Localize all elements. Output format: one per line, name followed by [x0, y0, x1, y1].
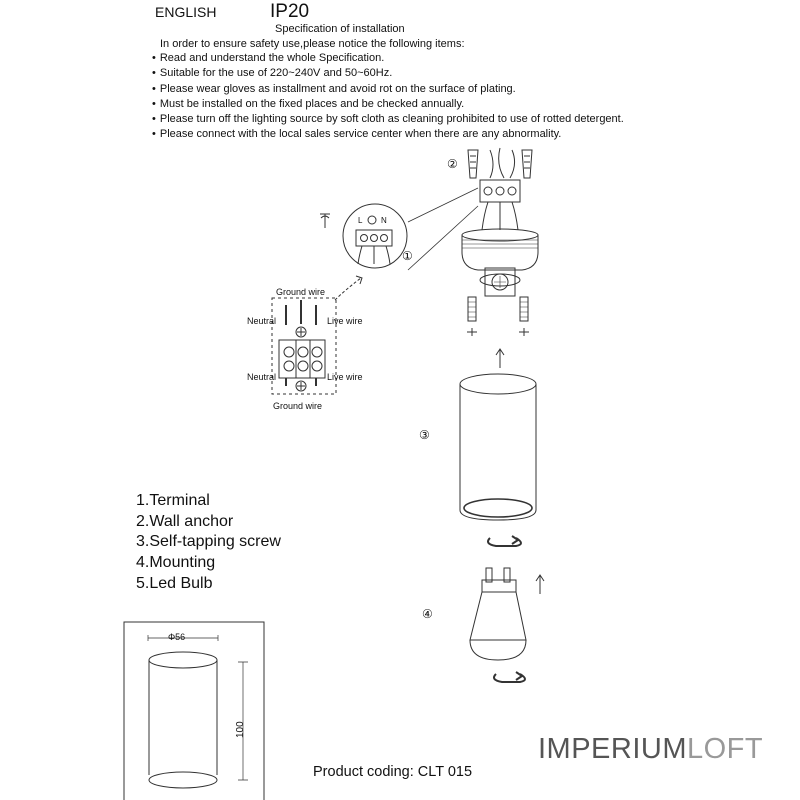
step-3-marker: ③	[419, 428, 430, 442]
parts-item: 5.Led Bulb	[136, 574, 213, 592]
parts-item: 1.Terminal	[136, 492, 210, 509]
ip-rating: IP20	[270, 1, 310, 22]
parts-item: 3.Self-tapping screw	[136, 533, 281, 551]
screw-icon	[519, 297, 529, 336]
parts-list	[136, 491, 281, 595]
ground-wire-top-label: Ground wire	[276, 287, 326, 297]
ground-symbol-icon	[368, 216, 376, 224]
rotate-arrow-icon	[488, 536, 521, 546]
led-bulb-icon	[470, 568, 526, 660]
live-wire-top-label: Live wire	[327, 316, 363, 326]
intro-text: In order to ensure safety use,please notice the following items:	[160, 38, 465, 50]
parts-item: 2.Wall anchor	[136, 512, 234, 530]
screw-icon	[467, 297, 477, 336]
language-label: ENGLISH	[155, 4, 217, 20]
arrow-up-icon	[496, 349, 504, 368]
arrow-up-icon	[536, 575, 544, 594]
step-2-marker: ②	[447, 157, 458, 171]
safety-item: • Please connect with the local sales service center when there are any abnormality.	[152, 127, 624, 142]
neutral-bottom-label: Neutral	[247, 372, 277, 382]
live-wire-bottom-label: Live wire	[327, 372, 363, 382]
wall-anchor-icon	[522, 150, 532, 178]
brand-logo-part1: IMPERIUM	[538, 733, 687, 765]
height-label: 100	[235, 721, 246, 738]
neutral-top-label: Neutral	[247, 316, 277, 326]
terminal-block-icon	[480, 180, 520, 230]
brand-logo	[538, 733, 763, 766]
safety-item: • Please wear gloves as installment and avoid rot on the surface of plating.	[152, 82, 624, 97]
safety-item: • Read and understand the whole Specification.	[152, 51, 624, 66]
lamp-body-icon	[460, 374, 536, 520]
wire-icon	[490, 148, 515, 178]
step-1-marker: ①	[402, 249, 413, 263]
spec-title: Specification of installation	[275, 23, 405, 35]
safety-item: • Please turn off the lighting source by soft cloth as cleaning prohibited to use of rotted detergent.	[152, 112, 624, 127]
terminal-magnifier	[343, 204, 407, 268]
parts-item: 4.Mounting	[136, 554, 216, 572]
ground-wire-bottom-label: Ground wire	[273, 401, 323, 411]
wall-anchor-icon	[468, 150, 478, 178]
terminal-detail-icon	[356, 230, 392, 264]
rotate-arrow-icon	[494, 672, 525, 682]
brand-logo-part2: LOFT	[687, 733, 764, 765]
safety-item: • Suitable for the use of 220~240V and 50~60Hz.	[152, 66, 624, 81]
safety-item: • Must be installed on the fixed places and be checked annually.	[152, 97, 624, 112]
dimension-drawing	[124, 622, 264, 800]
step-4-marker: ④	[422, 607, 433, 621]
screwdriver-icon	[320, 214, 330, 228]
product-coding: Product coding: CLT 015	[313, 764, 473, 780]
terminal-n-label: N	[381, 216, 387, 225]
ceiling-base-icon	[462, 229, 538, 296]
diameter-label: Φ56	[168, 632, 186, 642]
terminal-l-label: L	[358, 216, 363, 225]
